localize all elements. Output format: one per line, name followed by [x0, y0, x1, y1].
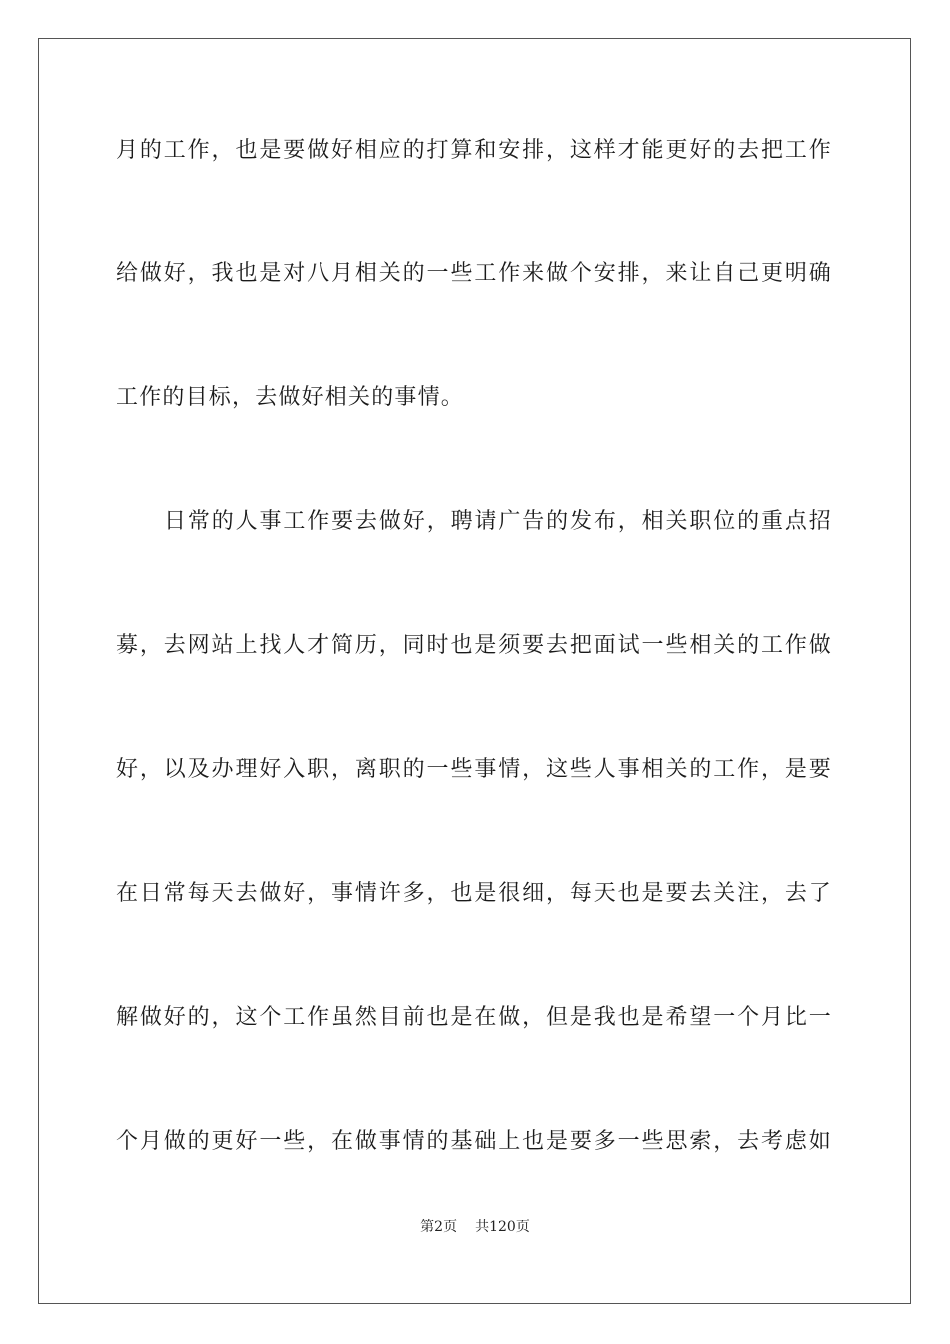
- paragraph-line: 工作的目标，去做好相关的事情。: [116, 385, 465, 410]
- paragraph-line: 日常的人事工作要去做好，聘请广告的发布，相关职位的重点招: [164, 509, 832, 534]
- paragraph-line: 个月做的更好一些，在做事情的基础上也是要多一些思索，去考虑如: [116, 1129, 832, 1154]
- page-total: 共120页: [475, 1219, 530, 1235]
- paragraph-line: 募，去网站上找人才简历，同时也是须要去把面试一些相关的工作做: [116, 633, 832, 658]
- page-border: [38, 38, 911, 1304]
- paragraph-line: 给做好，我也是对八月相关的一些工作来做个安排，来让自己更明确: [116, 261, 832, 286]
- page-number: 第2页: [420, 1219, 458, 1235]
- paragraph-line: 在日常每天去做好，事情许多，也是很细，每天也是要去关注，去了: [116, 881, 832, 906]
- paragraph-line: 月的工作，也是要做好相应的打算和安排，这样才能更好的去把工作: [116, 138, 832, 163]
- page-footer: [0, 1218, 950, 1236]
- paragraph-line: 好，以及办理好入职，离职的一些事情，这些人事相关的工作，是要: [116, 757, 832, 782]
- paragraph-line: 解做好的，这个工作虽然目前也是在做，但是我也是希望一个月比一: [116, 1005, 832, 1030]
